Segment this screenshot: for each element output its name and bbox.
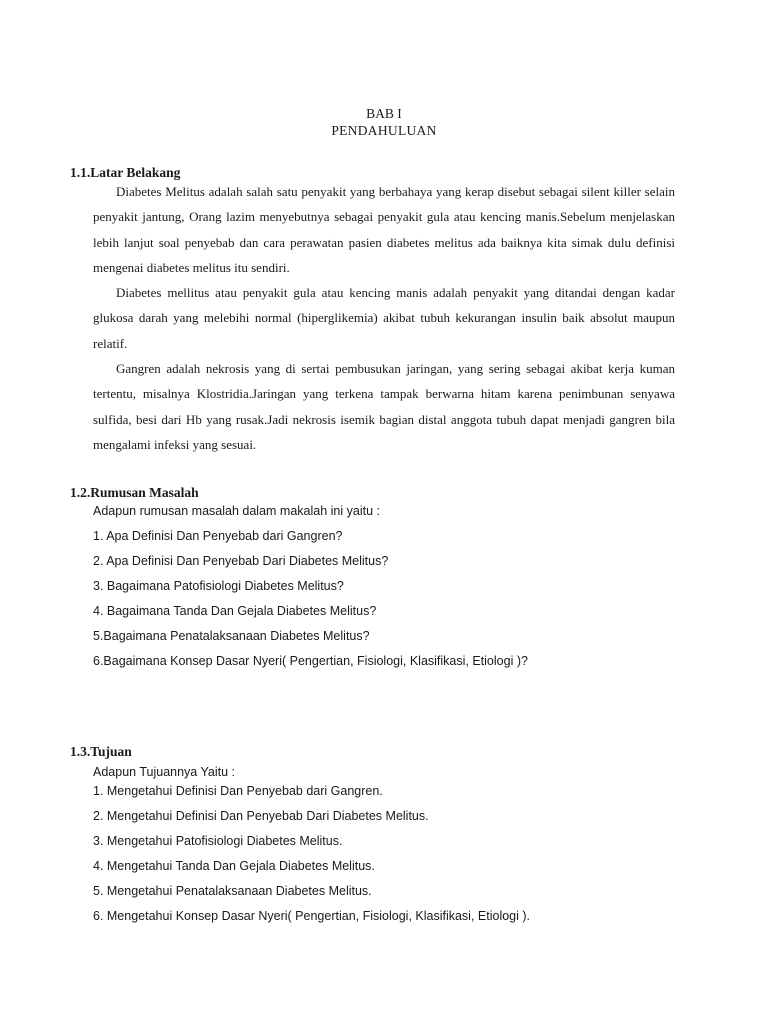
section-intro: Adapun Tujuannya Yaitu :	[93, 765, 236, 779]
list-item: 6.Bagaimana Konsep Dasar Nyeri( Pengertian, Fisiologi, Klasifikasi, Etiologi )?	[93, 654, 528, 668]
list-item: 5. Mengetahui Penatalaksanaan Diabetes Melitus.	[93, 884, 372, 898]
section-heading-rumusan-masalah: 1.2.Rumusan Masalah	[70, 485, 199, 500]
problem-list	[93, 524, 693, 674]
paragraph: Diabetes Melitus adalah salah satu penyakit yang berbahaya yang kerap disebut sebagai silent killer selain penyakit jantung, Orang lazim menyebutnya sebagai penyakit gula atau kencing manis.Sebelum menjelaskan lebih lanjut soal penyebab dan cara perawatan pasien diabetes melitus ada baiknya kita simak dulu definisi mengenai diabetes melitus itu sendiri.	[93, 184, 675, 275]
list-item: 5.Bagaimana Penatalaksanaan Diabetes Melitus?	[93, 629, 370, 643]
chapter-title: PENDAHULUAN	[331, 123, 437, 138]
section-body-tujuan	[93, 763, 693, 929]
list-item: 6. Mengetahui Konsep Dasar Nyeri( Pengertian, Fisiologi, Klasifikasi, Etiologi ).	[93, 909, 531, 923]
list-item: 4. Bagaimana Tanda Dan Gejala Diabetes Melitus?	[93, 604, 377, 618]
section-intro: Adapun rumusan masalah dalam makalah ini yaitu :	[93, 504, 380, 518]
section-heading-latar-belakang: 1.1.Latar Belakang	[70, 165, 181, 180]
list-item: 3. Mengetahui Patofisiologi Diabetes Melitus.	[93, 834, 343, 848]
list-item: 1. Mengetahui Definisi Dan Penyebab dari Gangren.	[93, 784, 383, 798]
list-item: 4. Mengetahui Tanda Dan Gejala Diabetes Melitus.	[93, 859, 375, 873]
section-body-latar-belakang	[93, 179, 675, 457]
section-body-rumusan-masalah	[93, 502, 693, 674]
list-item: 2. Apa Definisi Dan Penyebab Dari Diabetes Melitus?	[93, 554, 389, 568]
section-heading-tujuan: 1.3.Tujuan	[70, 744, 132, 759]
paragraph: Gangren adalah nekrosis yang di sertai pembusukan jaringan, yang sering sebagai akibat kerja kuman tertentu, misalnya Klostridia.Jaringan yang terkena tampak berwarna hitam karena penimbunan senyawa sulfida, besi dari Hb yang rusak.Jadi nekrosis isemik bagian distal anggota tubuh dapat menjadi gangren bila mengalami infeksi yang sesuai.	[93, 361, 675, 452]
chapter-number: BAB I	[366, 106, 402, 121]
list-item: 1. Apa Definisi Dan Penyebab dari Gangren?	[93, 529, 343, 543]
paragraph: Diabetes mellitus atau penyakit gula atau kencing manis adalah penyakit yang ditandai dengan kadar glukosa darah yang melebihi normal (hiperglikemia) akibat tubuh kekurangan insulin baik absolut maupun relatif.	[93, 285, 675, 351]
list-item: 3. Bagaimana Patofisiologi Diabetes Melitus?	[93, 579, 344, 593]
list-item: 2. Mengetahui Definisi Dan Penyebab Dari Diabetes Melitus.	[93, 809, 429, 823]
objective-list	[93, 779, 693, 929]
